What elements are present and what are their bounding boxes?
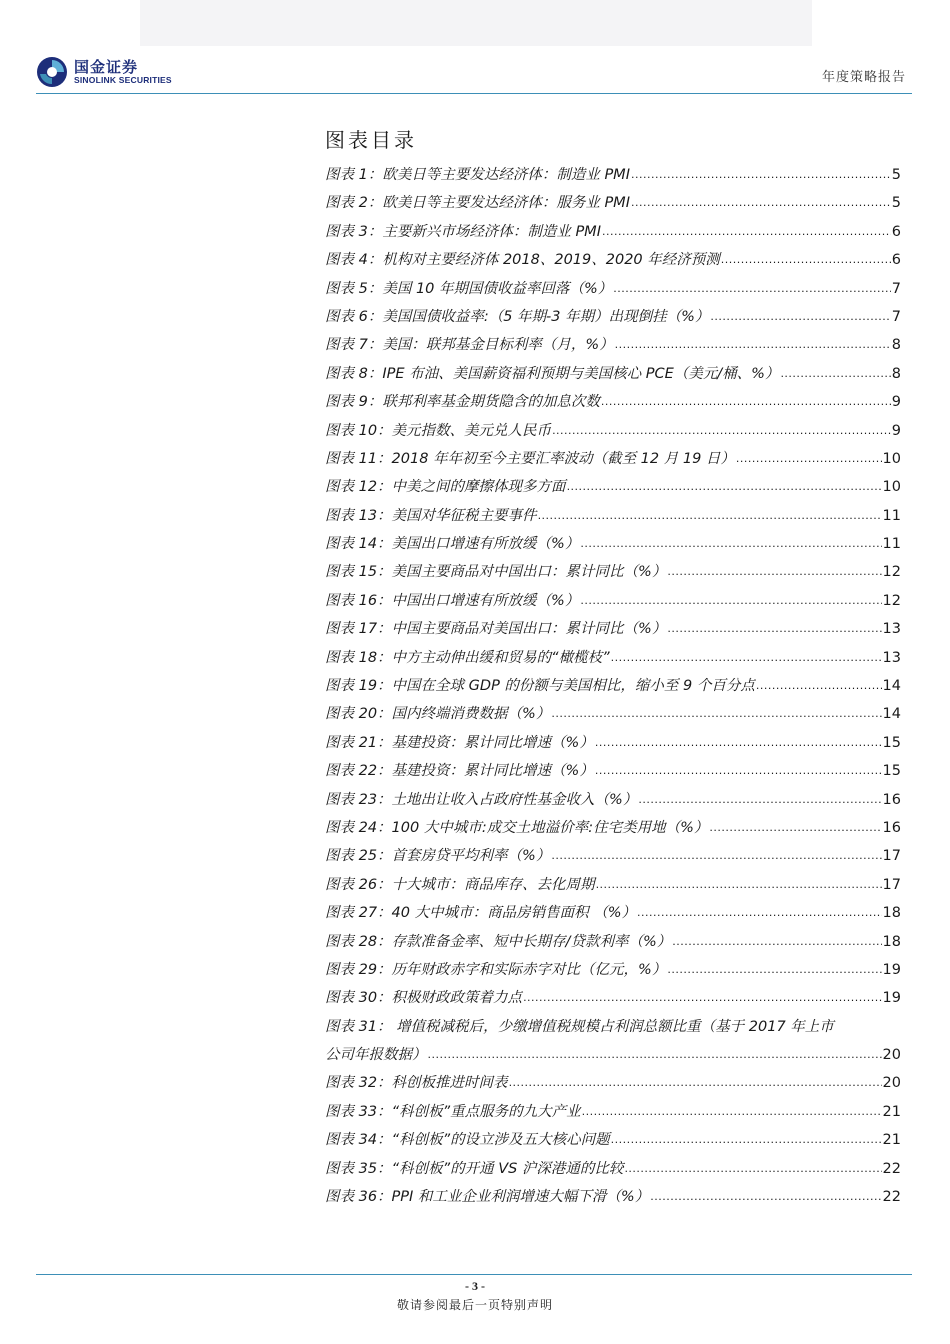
dot-leader [721, 246, 891, 274]
dot-leader [567, 473, 882, 501]
dot-leader [667, 558, 881, 586]
footer-divider [36, 1274, 912, 1275]
toc-entry-label: 图表 10：美元指数、美元兑人民币 [325, 422, 552, 439]
toc-entry-label: 图表 20：国内终端消费数据（%） [325, 706, 551, 723]
toc-entry-label: 图表 9：联邦利率基金期货隐含的加息次数 [325, 394, 600, 411]
toc-entry-label: 图表 7：美国：联邦基金目标利率（月，%） [325, 337, 614, 354]
toc-entry-label: 图表 33：“科创板”重点服务的九大产业 [325, 1103, 581, 1120]
toc-entry[interactable] [325, 757, 901, 785]
dot-leader [582, 1098, 882, 1126]
toc-entry-label: 图表 23：土地出让收入占政府性基金收入（%） [325, 791, 638, 808]
toc-entry[interactable] [325, 303, 901, 331]
report-type: 年度策略报告 [821, 70, 906, 85]
dot-leader [756, 672, 882, 700]
toc-entry-label: 图表 28：存款准备金率、短中长期存/贷款利率（%） [325, 933, 672, 950]
toc-entry[interactable] [325, 672, 901, 700]
toc-entry-page: 12 [882, 592, 901, 609]
toc-entry-page: 8 [891, 365, 901, 382]
toc-entry[interactable] [325, 615, 901, 643]
toc-entry-page: 16 [882, 819, 901, 836]
toc-entry[interactable] [325, 644, 901, 672]
toc-entry[interactable] [325, 786, 901, 814]
dot-leader [551, 842, 881, 870]
toc-entry[interactable] [325, 246, 901, 274]
toc-entry[interactable] [325, 700, 901, 728]
toc-entry-page: 14 [882, 706, 901, 723]
dot-leader [672, 928, 881, 956]
toc-entry-page: 21 [882, 1132, 901, 1149]
dot-leader [596, 871, 882, 899]
toc-title: 图表目录 [325, 128, 417, 152]
toc-entry[interactable] [325, 899, 901, 927]
toc-entry-label: 图表 29：历年财政赤字和实际赤字对比（亿元，%） [325, 961, 667, 978]
logo-text-cn: 国金证券 [74, 58, 139, 76]
logo-text-en: SINOLINK SECURITIES [74, 75, 172, 85]
toc-entry-page: 5 [891, 166, 901, 183]
dot-leader [736, 445, 882, 473]
toc-entry-label: 图表 26：十大城市：商品库存、去化周期 [325, 876, 595, 893]
dot-leader [551, 700, 881, 728]
dot-leader [667, 615, 881, 643]
toc-entry-label: 图表 13：美国对华征税主要事件 [325, 507, 537, 524]
toc-entry[interactable] [325, 558, 901, 586]
toc-entry-label: 图表 16：中国出口增速有所放缓（%） [325, 592, 580, 609]
dot-leader [538, 502, 882, 530]
toc-entry-label: 图表 3：主要新兴市场经济体：制造业 PMI [325, 223, 601, 240]
toc-entry-page: 20 [882, 1047, 901, 1064]
toc-entry-label: 图表 11：2018 年年初至今主要汇率波动（截至 12 月 19 日） [325, 450, 735, 467]
page-header [36, 54, 912, 90]
toc-entry-label: 图表 25：首套房贷平均利率（%） [325, 848, 551, 865]
toc-entry[interactable] [325, 928, 901, 956]
dot-leader [667, 956, 881, 984]
toc-entry-label: 图表 21：基建投资：累计同比增速（%） [325, 734, 594, 751]
toc-entry[interactable] [325, 871, 901, 899]
dot-leader [613, 275, 890, 303]
dot-leader [780, 360, 890, 388]
toc-entry[interactable] [325, 842, 901, 870]
toc-entry[interactable] [325, 189, 901, 217]
toc-entry[interactable] [325, 331, 901, 359]
toc-entry-page: 14 [882, 678, 901, 695]
toc-entry[interactable] [325, 218, 901, 246]
toc-entry-page: 9 [891, 394, 901, 411]
dot-leader [611, 1126, 882, 1154]
toc-entry-label: 图表 1：欧美日等主要发达经济体：制造业 PMI [325, 166, 630, 183]
company-logo [36, 54, 216, 90]
toc-entry-label: 图表 36：PPI 和工业企业利润增速大幅下滑（%） [325, 1189, 650, 1206]
toc-entry[interactable] [325, 445, 901, 473]
header-divider [36, 93, 912, 94]
toc-entry-page: 11 [882, 507, 901, 524]
toc-entry[interactable] [325, 1070, 901, 1098]
dot-leader [601, 388, 891, 416]
dot-leader [615, 331, 891, 359]
toc-entry-label: 图表 35：“科创板”的开通 VS 沪深港通的比较 [325, 1160, 624, 1177]
toc-entry[interactable] [325, 814, 901, 842]
toc-entry-label: 图表 31： 增值税减税后，少缴增值税规模占利润总额比重（基于 2017 年上市 [325, 1018, 834, 1035]
toc-entry-page: 20 [882, 1075, 901, 1092]
toc-entry-label: 图表 19：中国在全球 GDP 的份额与美国相比，缩小至 9 个百分点 [325, 678, 755, 695]
toc-entry-label: 图表 17：中国主要商品对美国出口：累计同比（%） [325, 621, 667, 638]
toc-entry-label: 图表 18：中方主动伸出缓和贸易的“橄榄枝” [325, 649, 610, 666]
toc-entry[interactable] [325, 984, 901, 1012]
toc-entry-label-line2: 公司年报数据） [325, 1047, 427, 1064]
toc-entry-label: 图表 14：美国出口增速有所放缓（%） [325, 536, 580, 553]
toc-entry[interactable] [325, 417, 901, 445]
toc-entry-label: 图表 22：基建投资：累计同比增速（%） [325, 763, 594, 780]
dot-leader [710, 303, 890, 331]
toc-entry-page: 18 [882, 933, 901, 950]
toc-entry[interactable] [325, 388, 901, 416]
toc-entry-page: 8 [891, 337, 901, 354]
toc-entry-page: 18 [882, 905, 901, 922]
dot-leader [509, 1069, 882, 1097]
toc-entry-label: 图表 2：欧美日等主要发达经济体：服务业 PMI [325, 195, 630, 212]
dot-leader [595, 729, 882, 757]
dot-leader [523, 984, 881, 1012]
dot-leader [624, 1155, 881, 1183]
toc-entry-page: 15 [882, 734, 901, 751]
toc-entry[interactable] [325, 1013, 901, 1070]
toc-entry-page: 22 [882, 1189, 901, 1206]
toc-entry-label: 图表 15：美国主要商品对中国出口：累计同比（%） [325, 564, 667, 581]
toc-entry-page: 10 [882, 450, 901, 467]
toc-entry[interactable] [325, 1126, 901, 1154]
dot-leader [602, 218, 891, 246]
toc-entry[interactable] [325, 161, 901, 189]
toc-entry-label: 图表 5：美国 10 年期国债收益率回落（%） [325, 280, 613, 297]
toc-entry-page: 12 [882, 564, 901, 581]
toc-entry[interactable] [325, 729, 901, 757]
toc-entry-page: 6 [891, 223, 901, 240]
toc-entry-page: 19 [882, 961, 901, 978]
dot-leader [638, 786, 881, 814]
toc-entry-label: 图表 34：“科创板”的设立涉及五大核心问题 [325, 1132, 610, 1149]
toc-entry-page: 17 [882, 876, 901, 893]
toc-entry[interactable] [325, 1155, 901, 1183]
toc-entry-label: 图表 8：IPE 布油、美国薪资福利预期与美国核心 PCE（美元/桶、%） [325, 365, 780, 382]
toc-entry[interactable] [325, 275, 901, 303]
toc-entry-label: 图表 30：积极财政政策着力点 [325, 990, 523, 1007]
dot-leader [552, 417, 891, 445]
top-band [140, 0, 812, 46]
dot-leader [637, 899, 882, 927]
toc-entry-label: 图表 4：机构对主要经济体 2018、2019、2020 年经济预测 [325, 252, 720, 269]
dot-leader [631, 189, 891, 217]
toc-entry[interactable] [325, 1098, 901, 1126]
toc-entry-page: 22 [882, 1160, 901, 1177]
toc-entry-page: 19 [882, 990, 901, 1007]
toc-entry[interactable] [325, 530, 901, 558]
toc-entry-page: 13 [882, 621, 901, 638]
dot-leader [580, 530, 881, 558]
toc-entry-page: 9 [891, 422, 901, 439]
toc-entry-page: 11 [882, 536, 901, 553]
footer-disclaimer: 敬请参阅最后一页特别声明 [396, 1298, 553, 1312]
table-of-figures [325, 161, 901, 1211]
toc-entry[interactable] [325, 360, 901, 388]
toc-entry-label: 图表 24：100 大中城市:成交土地溢价率:住宅类用地（%） [325, 819, 709, 836]
toc-entry[interactable] [325, 502, 901, 530]
toc-entry-page: 6 [891, 252, 901, 269]
dot-leader [595, 757, 882, 785]
toc-entry-page: 7 [891, 308, 901, 325]
toc-entry-label-continued [325, 1041, 901, 1069]
toc-entry-page: 13 [882, 649, 901, 666]
dot-leader [631, 161, 891, 189]
dot-leader [611, 644, 882, 672]
dot-leader [709, 814, 881, 842]
toc-entry-page: 21 [882, 1103, 901, 1120]
toc-entry-label: 图表 12：中美之间的摩擦体现多方面 [325, 479, 566, 496]
toc-entry-label: 图表 32：科创板推进时间表 [325, 1075, 508, 1092]
dot-leader [580, 587, 881, 615]
toc-entry-page: 5 [891, 195, 901, 212]
toc-entry[interactable] [325, 473, 901, 501]
toc-entry[interactable] [325, 1183, 901, 1211]
toc-entry-label: 图表 6：美国国债收益率:（5 年期-3 年期）出现倒挂（%） [325, 308, 710, 325]
toc-entry[interactable] [325, 956, 901, 984]
toc-entry-page: 17 [882, 848, 901, 865]
toc-entry-page: 10 [882, 479, 901, 496]
toc-entry-page: 16 [882, 791, 901, 808]
dot-leader [650, 1183, 881, 1211]
toc-entry-label: 图表 27：40 大中城市：商品房销售面积 （%） [325, 905, 637, 922]
toc-entry-page: 15 [882, 763, 901, 780]
toc-entry-page: 7 [891, 280, 901, 297]
dot-leader [428, 1041, 882, 1069]
page-number: - 3 - [465, 1279, 485, 1293]
toc-entry[interactable] [325, 587, 901, 615]
sinolink-logo-icon [36, 56, 68, 88]
